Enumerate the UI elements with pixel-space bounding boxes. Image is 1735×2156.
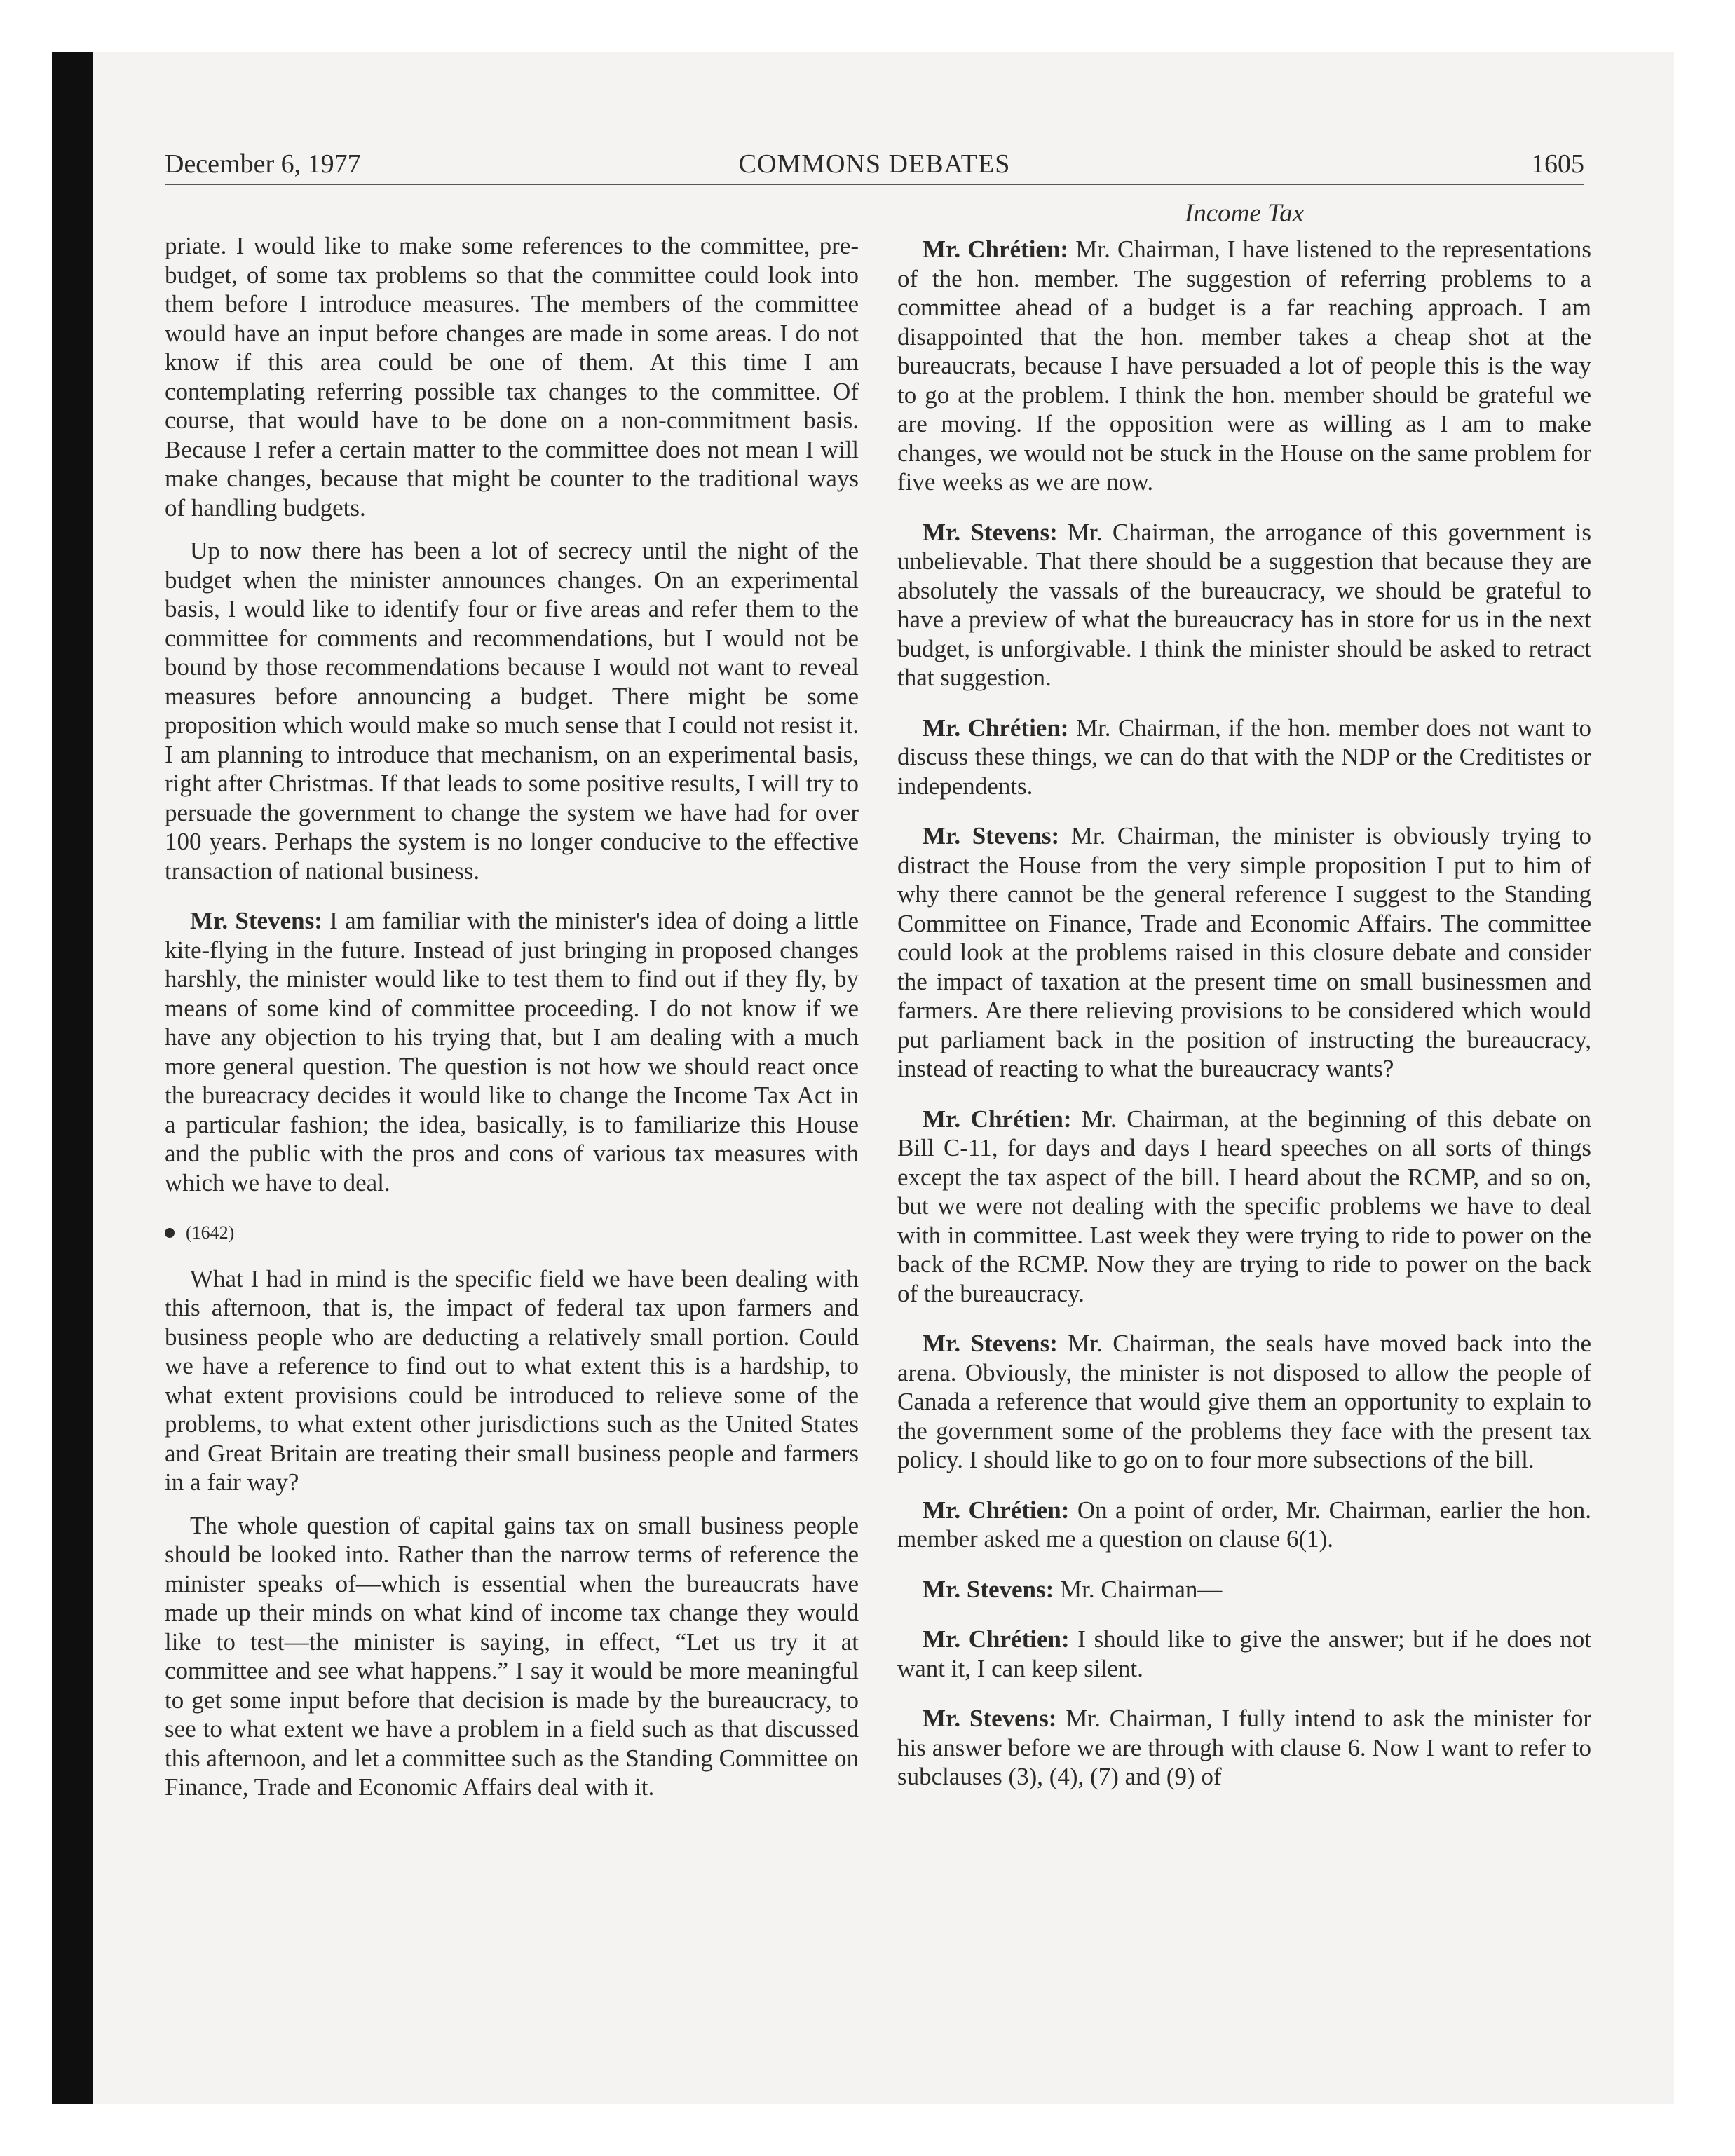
- section-title: Income Tax: [1184, 199, 1305, 228]
- speech-chretien: [897, 235, 1591, 497]
- left-column: [165, 231, 859, 1816]
- speaker-name: Mr. Stevens:: [190, 907, 322, 934]
- speech-text: Mr. Chairman, I have listened to the representations of the hon. member. The suggestion of referring problems to a committee ahead of a budget is a far reaching approach. I am disappointed that the hon. member takes a cheap shot at the bureaucrats, because I have persuaded a lot of people this is the way to go at the problem. I think the hon. member should be grateful we are moving. If the opposition were as willing as I am to make changes, we would not be stuck in the House on the same problem for five weeks as we are now.: [897, 236, 1591, 496]
- speech-text: Mr. Chairman, I fully intend to ask the minister for his answer before we are through with clause 6. Now I want to refer to subclauses (3), (4), (7) and (9) of: [897, 1705, 1591, 1790]
- speech-text: Mr. Chairman, if the hon. member does not want to discuss these things, we can do that with the NDP or the Creditistes or independents.: [897, 714, 1592, 800]
- speaker-name: Mr. Stevens:: [923, 518, 1058, 546]
- timestamp-marker: [165, 1218, 859, 1248]
- speech-stevens: [165, 906, 859, 1197]
- speech-chretien: [897, 1105, 1591, 1309]
- speaker-name: Mr. Chrétien:: [923, 714, 1069, 742]
- speech-text: Mr. Chairman, the minister is obviously trying to distract the House from the very simple proposition I put to him of why there cannot be the general reference I suggest to the Standing Committee on Finance, Trade and Economic Affairs. The committee could look at the problems raised in this closure debate and consider the impact of taxation at the present time on small businessmen and farmers. Are there relieving provisions to be considered which would put parliament back in the position of instructing the bureaucracy, instead of reacting to what the bureaucracy wants?: [897, 822, 1591, 1082]
- speech-text: I should like to give the answer; but if he does not want it, I can keep silent.: [897, 1625, 1591, 1682]
- speaker-name: Mr. Stevens:: [923, 1330, 1058, 1357]
- header-title: COMMONS DEBATES: [738, 149, 1011, 179]
- running-header: [165, 144, 1584, 185]
- speech-text: I am familiar with the minister's idea of doing a little kite-flying in the future. Instead of just bringing in proposed changes harshly, the minister would like to test them to find out if they fly, by means of some kind of committee proceeding. I do not know if we have any objection to his trying that, but I am dealing with a much more general question. The question is not how we should react once the bureacracy decides it would like to change the Income Tax Act in a particular fashion; the idea, basically, is to familiarize this House and the public with the pros and cons of various tax measures with which we have to deal.: [165, 907, 859, 1196]
- speech-stevens: [897, 821, 1591, 1084]
- scan-edge-shadow: [52, 52, 93, 2104]
- header-date: December 6, 1977: [165, 149, 361, 179]
- speaker-name: Mr. Stevens:: [923, 822, 1060, 850]
- paragraph: What I had in mind is the specific field we have been dealing with this afternoon, that is, the impact of federal tax upon farmers and business people who are deducting a relatively small portion. Could we have a reference to find out to what extent this is a hardship, to what extent provisions could be introduced to relieve some of the problems, to what extent other jurisdictions such as the United States and Great Britain are treating their small business people and farmers in a fair way?: [165, 1264, 859, 1496]
- paragraph: priate. I would like to make some references to the committee, pre-budget, of some tax problems so that the committee could look into them before I introduce measures. The members of the committee would have an input before changes are made in some areas. I do not know if this area could be one of them. At this time I am contemplating referring possible tax changes to the committee. Of course, that would have to be done on a non-commitment basis. Because I refer a certain matter to the committee does not mean I will make changes, because that might be counter to the traditional ways of handling budgets.: [165, 232, 859, 521]
- speech-chretien: [897, 1625, 1591, 1683]
- speech-text: Mr. Chairman, at the beginning of this debate on Bill C-11, for days and days I heard speeches on all sorts of things except the tax aspect of the bill. I heard about the RCMP, and so on, but we were not dealing with the specific problems we have to deal with in committee. Last week they were trying to ride to power on the back of the RCMP. Now they are trying to ride to power on the back of the bureaucracy.: [897, 1105, 1591, 1307]
- speech-stevens: [897, 1575, 1591, 1604]
- speaker-name: Mr. Chrétien:: [923, 1496, 1070, 1524]
- speech-chretien: [897, 1496, 1591, 1554]
- right-column: [897, 198, 1591, 1806]
- speaker-name: Mr. Chrétien:: [923, 1105, 1072, 1133]
- speech-stevens: [897, 518, 1591, 692]
- paragraph: Up to now there has been a lot of secrecy until the night of the budget when the minister announces changes. On an experimental basis, I would like to identify four or five areas and refer them to the committee for comments and recommendations, but I would not be bound by those recommendations because I would not want to reveal measures before announcing a budget. There might be some proposition which would make so much sense that I could not resist it. I am planning to introduce that mechanism, on an experimental basis, right after Christmas. If that leads to some positive results, I will try to persuade the government to change the system we have had for over 100 years. Perhaps the system is no longer conducive to the effective transaction of national business.: [165, 537, 859, 885]
- speaker-name: Mr. Chrétien:: [923, 1625, 1070, 1653]
- speech-chretien: [897, 714, 1591, 801]
- speech-stevens: [897, 1329, 1591, 1475]
- speech-text: Mr. Chairman, the arrogance of this government is unbelievable. That there should be a suggestion that because they are absolutely the vassals of the bureaucracy, we should be grateful to have a preview of what the bureaucracy has in store for us in the next budget, is unforgivable. I think the minister should be asked to retract that suggestion.: [897, 518, 1591, 691]
- speaker-name: Mr. Stevens:: [923, 1575, 1054, 1603]
- timestamp: (1642): [186, 1222, 235, 1243]
- speech-text: Mr. Chairman—: [1054, 1575, 1223, 1603]
- speaker-name: Mr. Stevens:: [923, 1705, 1057, 1732]
- bullet-icon: [165, 1228, 175, 1238]
- page-number: 1605: [1531, 149, 1584, 179]
- paragraph: The whole question of capital gains tax on small business people should be looked into. Rather than the narrow terms of reference the minister speaks of—which is essential when the bureaucrats have made up their minds on what kind of income tax change they would like to test—the minister is saying, in effect, “Let us try it at committee and see what happens.” I say it would be more meaningful to get some input before that decision is made by the bureaucracy, to see to what extent we have a problem in a field such as that discussed this afternoon, and let a committee such as the Standing Committee on Finance, Trade and Economic Affairs deal with it.: [165, 1511, 859, 1801]
- speech-text: Mr. Chairman, the seals have moved back into the arena. Obviously, the minister is not disposed to allow the people of Canada a reference that would give them an opportunity to explain to the government some of the problems they face with the present tax policy. I should like to go on to four more subsections of the bill.: [897, 1330, 1592, 1473]
- speech-text: On a point of order, Mr. Chairman, earlier the hon. member asked me a question on clause 6(1).: [897, 1496, 1592, 1553]
- speech-stevens: [897, 1704, 1591, 1792]
- speaker-name: Mr. Chrétien:: [923, 236, 1069, 263]
